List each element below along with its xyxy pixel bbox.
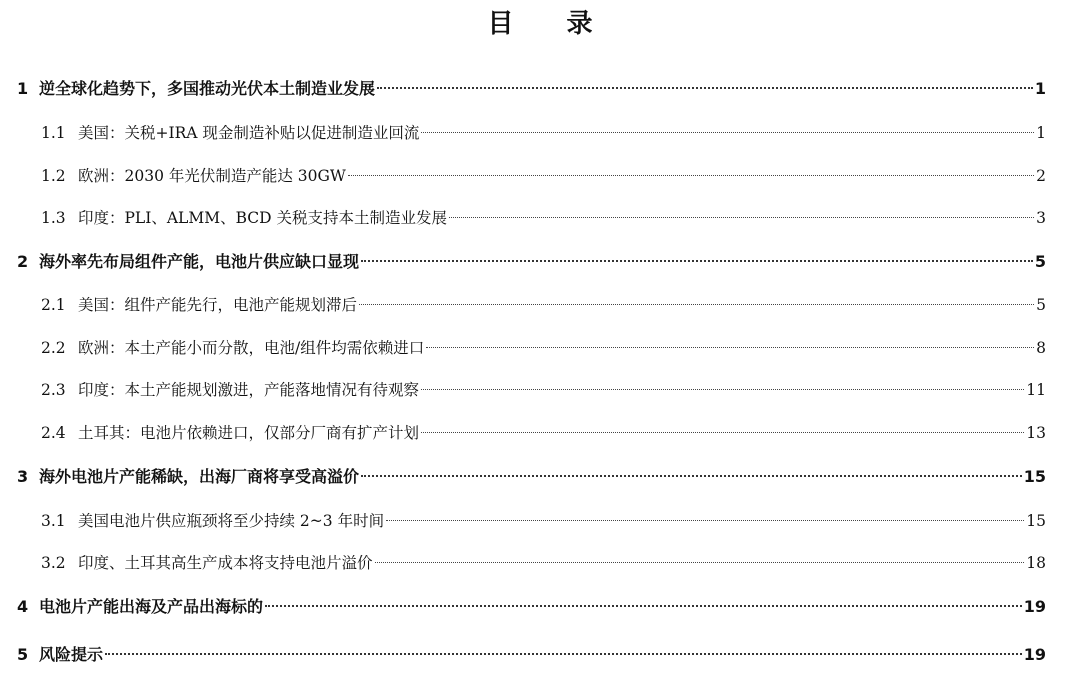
toc-entry-page: 8 — [1036, 339, 1046, 357]
leader-dots — [361, 475, 1022, 477]
leader-dots — [105, 653, 1022, 655]
toc-entry-page: 11 — [1026, 381, 1046, 399]
toc-entry-number: 3 — [17, 467, 29, 486]
toc-entry-number: 3.1 — [41, 512, 66, 530]
toc-entry-page: 1 — [1036, 124, 1046, 142]
toc-entry-number: 1.2 — [41, 167, 66, 185]
leader-dots — [377, 87, 1033, 89]
toc-entry-title: 欧洲：2030 年光伏制造产能达 30GW — [78, 167, 346, 185]
leader-dots — [426, 347, 1034, 348]
toc-entry-page: 5 — [1036, 296, 1046, 314]
leader-dots — [375, 562, 1025, 563]
toc-entry-title: 印度、土耳其高生产成本将支持电池片溢价 — [78, 554, 373, 572]
leader-dots — [421, 432, 1024, 433]
toc-entry-1-2[interactable] — [41, 163, 1046, 189]
leader-dots — [359, 304, 1034, 305]
toc-entry-page: 18 — [1026, 554, 1046, 572]
leader-dots — [348, 175, 1034, 176]
toc-entry-number: 2.4 — [41, 424, 66, 442]
toc-entry-2[interactable] — [17, 249, 1046, 275]
toc-entry-number: 1.3 — [41, 209, 66, 227]
toc-entry-2-2[interactable] — [41, 335, 1046, 361]
leader-dots — [386, 520, 1024, 521]
toc-entry-5[interactable] — [17, 642, 1046, 668]
toc-entry-1-1[interactable] — [41, 120, 1046, 146]
toc-entry-1[interactable] — [17, 76, 1046, 102]
toc-entry-page: 3 — [1036, 209, 1046, 227]
toc-entry-page: 1 — [1034, 79, 1046, 98]
toc-entry-page: 19 — [1023, 645, 1046, 664]
toc-entry-number: 2 — [17, 252, 29, 271]
toc-entry-title: 电池片产能出海及产品出海标的 — [39, 597, 264, 616]
toc-entry-page: 5 — [1034, 252, 1046, 271]
toc-entry-3-1[interactable] — [41, 508, 1046, 534]
toc-entry-number: 1 — [17, 79, 29, 98]
toc-entry-page: 19 — [1023, 597, 1046, 616]
toc-entry-4[interactable] — [17, 594, 1046, 620]
toc-entry-title: 海外电池片产能稀缺，出海厂商将享受高溢价 — [39, 467, 360, 486]
leader-dots — [449, 217, 1034, 218]
toc-entry-2-4[interactable] — [41, 420, 1046, 446]
toc-entry-title: 海外率先布局组件产能，电池片供应缺口显现 — [39, 252, 360, 271]
leader-dots — [421, 132, 1034, 133]
toc-entry-number: 1.1 — [41, 124, 66, 142]
toc-entry-page: 13 — [1026, 424, 1046, 442]
toc-entry-number: 3.2 — [41, 554, 66, 572]
toc-entry-title: 土耳其：电池片依赖进口，仅部分厂商有扩产计划 — [78, 424, 420, 442]
toc-entry-page: 15 — [1026, 512, 1046, 530]
toc-entry-title: 风险提示 — [39, 645, 104, 664]
page-title: 目 录 — [487, 9, 615, 39]
toc-entry-title: 美国电池片供应瓶颈将至少持续 2~3 年时间 — [78, 512, 385, 530]
toc-entry-title: 美国：组件产能先行，电池产能规划滞后 — [78, 296, 358, 314]
toc-entry-page: 2 — [1036, 167, 1046, 185]
toc-entry-2-1[interactable] — [41, 292, 1046, 318]
toc-entry-title: 欧洲：本土产能小而分散，电池/组件均需依赖进口 — [78, 339, 425, 357]
toc-entry-title: 美国：关税+IRA 现金制造补贴以促进制造业回流 — [78, 124, 420, 142]
toc-entry-number: 2.2 — [41, 339, 66, 357]
toc-entry-number: 4 — [17, 597, 29, 616]
leader-dots — [421, 389, 1024, 390]
toc-entry-page: 15 — [1023, 467, 1046, 486]
toc-entry-number: 2.1 — [41, 296, 66, 314]
toc-entry-2-3[interactable] — [41, 377, 1046, 403]
leader-dots — [265, 605, 1022, 607]
toc-entry-number: 5 — [17, 645, 29, 664]
toc-entry-number: 2.3 — [41, 381, 66, 399]
toc-entry-title: 逆全球化趋势下，多国推动光伏本土制造业发展 — [39, 79, 376, 98]
toc-entry-3-2[interactable] — [41, 550, 1046, 576]
toc-entry-1-3[interactable] — [41, 205, 1046, 231]
toc-entry-title: 印度：PLI、ALMM、BCD 关税支持本土制造业发展 — [78, 209, 447, 227]
toc-entry-3[interactable] — [17, 464, 1046, 490]
toc-entry-title: 印度：本土产能规划激进，产能落地情况有待观察 — [78, 381, 420, 399]
leader-dots — [361, 260, 1033, 262]
